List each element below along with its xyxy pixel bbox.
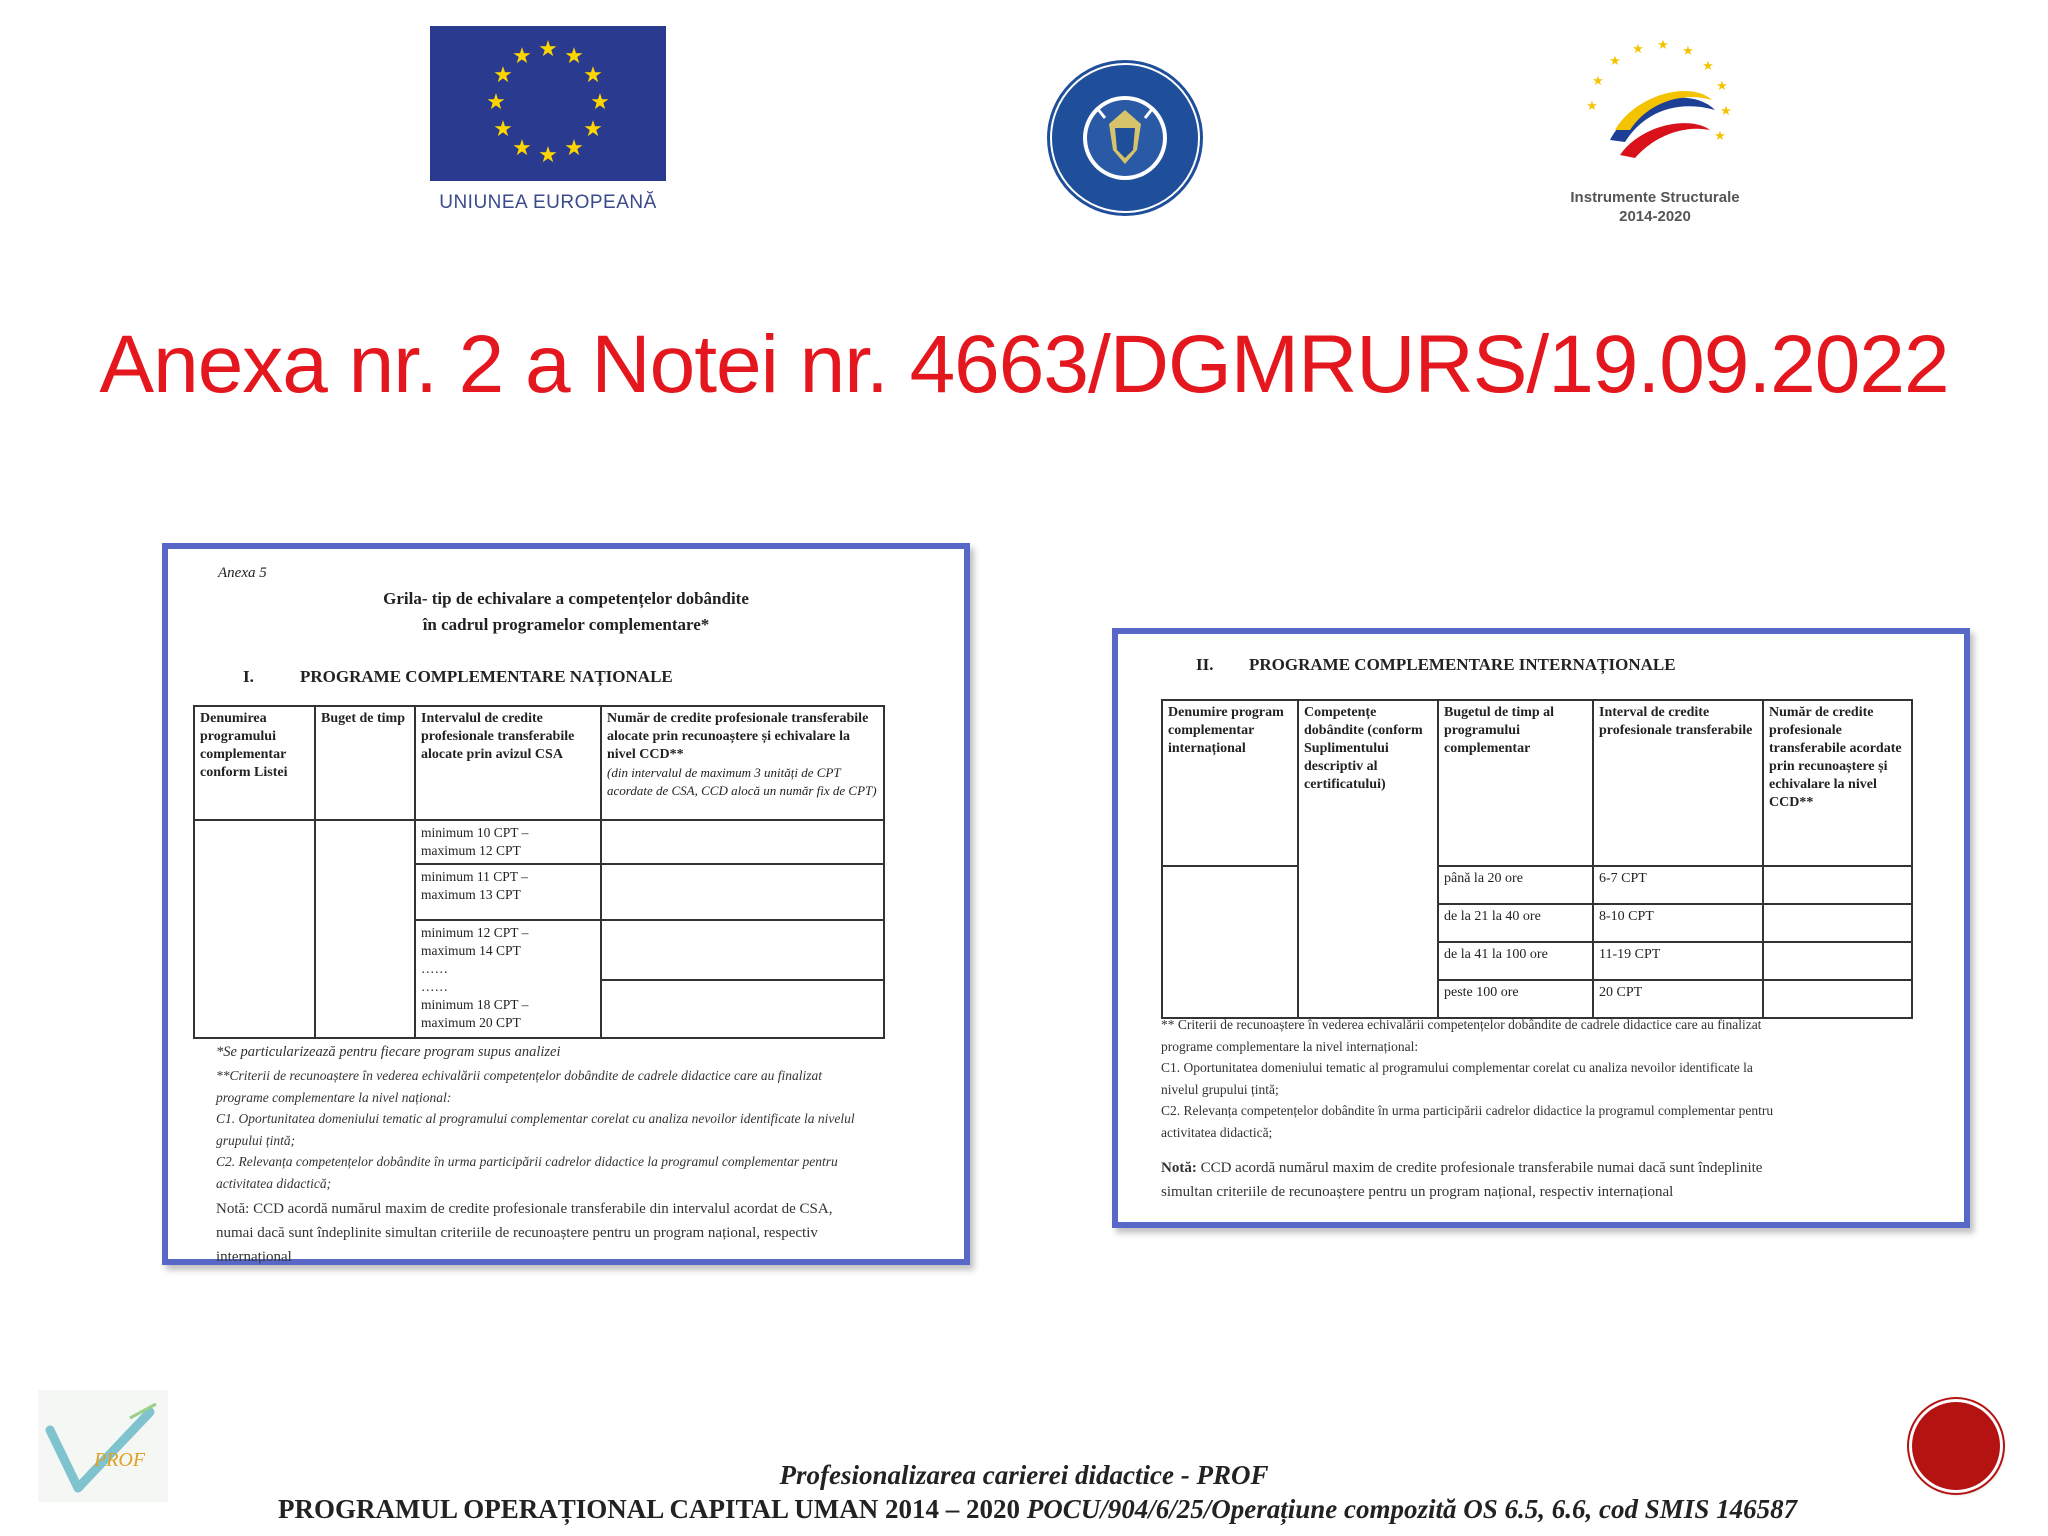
svg-text:★: ★ — [1609, 54, 1621, 69]
svg-text:★: ★ — [1716, 79, 1728, 94]
eu-logo — [430, 26, 666, 226]
footer-program-name: PROGRAMUL OPERAȚIONAL CAPITAL UMAN 2014 – 2020 — [278, 1494, 1021, 1524]
doc1-note-c2-b: activitatea didactică; — [216, 1175, 332, 1191]
svg-text:★: ★ — [1657, 38, 1669, 53]
doc1-credits-row2 — [601, 864, 884, 920]
inst-caption-line1: Instrumente Structurale — [1570, 189, 1740, 206]
page-title: Anexa nr. 2 a Notei nr. 4663/DGMRURS/19.09.2022 — [99, 319, 1949, 410]
doc1-col-program: Denumirea programului complementar conform Listei — [194, 706, 315, 820]
svg-text:★: ★ — [1682, 44, 1694, 59]
doc1-credits-row4 — [601, 980, 884, 1038]
doc2-col-program: Denumire program complementar internațional — [1162, 700, 1298, 866]
svg-text:★: ★ — [512, 44, 532, 69]
svg-text:★: ★ — [583, 63, 603, 88]
government-seal-logo — [1045, 58, 1205, 218]
slide-nav-button[interactable] — [1912, 1402, 2000, 1490]
svg-text:★: ★ — [583, 117, 603, 142]
eu-stars-icon — [430, 26, 666, 181]
doc1-nota — [216, 1197, 946, 1269]
doc1-dots2: …… — [421, 979, 448, 994]
svg-text:★: ★ — [512, 136, 532, 161]
doc1-col-interval: Intervalul de credite profesionale transferabile alocate prin avizul CSA — [415, 706, 601, 820]
svg-text:★: ★ — [493, 117, 513, 142]
doc2-col-credits: Număr de credite profesionale transferabile acordate prin recunoaștere și echivalare la nivel CCD** — [1763, 700, 1912, 866]
doc2-row2-time: de la 21 la 40 ore — [1438, 904, 1593, 942]
svg-text:★: ★ — [590, 90, 610, 115]
doc2-row3-cpt: 11-19 CPT — [1593, 942, 1763, 980]
doc2-col-interval: Interval de credite profesionale transferabile — [1593, 700, 1763, 866]
eu-caption: UNIUNEA EUROPEANĂ — [439, 192, 657, 213]
doc1-note-criteria-a: **Criterii de recunoaștere în vederea echivalării competențelor dobândite de cadrele didactice care au finalizat — [216, 1068, 822, 1083]
doc2-program-cell — [1162, 866, 1298, 1018]
doc2-table — [1161, 699, 1913, 1019]
doc1-note-criteria — [216, 1065, 946, 1194]
doc2-note-criteria-a: ** Criterii de recunoaștere în vederea echivalării competențelor dobândite de cadrele didactice care au finalizat — [1161, 1017, 1762, 1032]
svg-text:★: ★ — [493, 63, 513, 88]
doc2-section-title: PROGRAME COMPLEMENTARE INTERNAȚIONALE — [1249, 655, 1676, 674]
doc2-row4-credits — [1763, 980, 1912, 1018]
doc2-col-competences: Competențe dobândite (conform Suplimentului descriptiv al certificatului) — [1298, 700, 1438, 1018]
doc1-interval-row3 — [415, 920, 601, 1038]
structural-instruments-logo — [1540, 30, 1770, 230]
svg-text:★: ★ — [486, 90, 506, 115]
doc1-r2-min: minimum 11 CPT – — [421, 869, 528, 884]
doc1-nota-c: internațional — [216, 1249, 292, 1265]
footer-program-code: POCU/904/6/25/Operațiune compozită OS 6.5, 6.6, cod SMIS 146587 — [1020, 1494, 1798, 1524]
doc1-r3-min: minimum 12 CPT – — [421, 925, 529, 940]
doc1-section-number: I. — [243, 667, 254, 686]
doc1-col-credits-title: Număr de credite profesionale transferabile alocate prin recunoaștere și echivalare la nivel CCD** — [607, 711, 869, 762]
doc2-row2-cpt: 8-10 CPT — [1593, 904, 1763, 942]
doc1-col-credits — [601, 706, 884, 820]
svg-text:★: ★ — [1714, 129, 1726, 144]
doc2-row2-credits — [1763, 904, 1912, 942]
doc2-nota — [1161, 1156, 1941, 1204]
doc2-note-c2-a: C2. Relevanța competențelor dobândite în urma participării cadrelor didactice la programul complementar pentru — [1161, 1103, 1774, 1118]
doc2-row3-time: de la 41 la 100 ore — [1438, 942, 1593, 980]
svg-text:★: ★ — [538, 37, 558, 62]
doc1-note-criteria-b: programe complementare la nivel național: — [216, 1089, 452, 1105]
doc1-r1-min: minimum 10 CPT – — [421, 825, 529, 840]
doc1-note-c1-a: C1. Oportunitatea domeniului tematic al programului complementar corelat cu analiza nevoilor identificate la nivelul — [216, 1111, 855, 1126]
doc1-nota-b: numai dacă sunt îndeplinite simultan criteriile de recunoaștere pentru un program național, respectiv — [216, 1225, 818, 1241]
doc1-credits-row3 — [601, 920, 884, 980]
doc2-nota-b: simultan criteriile de recunoaștere pentru un program național, respectiv internațional — [1161, 1184, 1674, 1200]
annex-label: Anexa 5 — [218, 565, 267, 581]
doc1-dots1: …… — [421, 961, 448, 976]
doc1-r4-min: minimum 18 CPT – — [421, 997, 529, 1012]
doc2-nota-label: Notă: — [1161, 1160, 1197, 1176]
document-international-programs — [1112, 628, 1970, 1228]
doc1-interval-row2 — [415, 864, 601, 920]
doc1-r1-max: maximum 12 CPT — [421, 843, 521, 858]
doc2-row4-cpt: 20 CPT — [1593, 980, 1763, 1018]
doc1-interval-row1 — [415, 820, 601, 864]
doc1-note-particularize: *Se particularizează pentru fiecare program supus analizei — [216, 1044, 561, 1060]
doc2-note-c1-a: C1. Oportunitatea domeniului tematic al programului complementar corelat cu analiza nevoilor identificate la — [1161, 1060, 1753, 1075]
doc2-row1-credits — [1763, 866, 1912, 904]
svg-text:★: ★ — [1720, 104, 1732, 119]
inst-caption-line2: 2014-2020 — [1619, 208, 1691, 225]
doc1-r2-max: maximum 13 CPT — [421, 887, 521, 902]
doc1-budget-cell — [315, 820, 415, 1038]
doc2-row1-time: până la 20 ore — [1438, 866, 1593, 904]
doc2-row3-credits — [1763, 942, 1912, 980]
inst-caption — [1540, 188, 1770, 226]
doc2-section-number: II. — [1196, 655, 1214, 674]
doc2-notes — [1161, 1014, 1941, 1143]
eu-flag — [430, 26, 666, 181]
footer-program-line — [278, 1494, 2048, 1525]
prof-logo-text: PROF — [94, 1449, 146, 1471]
doc1-r4-max: maximum 20 CPT — [421, 1015, 521, 1030]
doc1-heading-line2: în cadrul programelor complementare* — [422, 615, 710, 634]
doc2-col-time-budget: Bugetul de timp al programului complementar — [1438, 700, 1593, 866]
document-annex-5 — [162, 543, 970, 1265]
doc1-col-credits-note: (din intervalul de maximum 3 unități de CPT acordate de CSA, CCD alocă un număr fix de CPT) — [607, 765, 877, 798]
svg-text:★: ★ — [564, 136, 584, 161]
doc2-row4-time: peste 100 ore — [1438, 980, 1593, 1018]
svg-text:★: ★ — [1592, 74, 1604, 89]
svg-text:★: ★ — [538, 143, 558, 168]
doc1-section-title: PROGRAME COMPLEMENTARE NAȚIONALE — [300, 667, 673, 686]
doc1-table — [193, 705, 885, 1039]
doc2-nota-a — [1161, 1156, 1941, 1180]
doc2-nota-text-a: CCD acordă numărul maxim de credite profesionale transferabile numai dacă sunt îndeplinite — [1196, 1160, 1763, 1176]
footer-project-name: Profesionalizarea carierei didactice - PROF — [779, 1460, 1269, 1490]
svg-text:★: ★ — [1702, 59, 1714, 74]
doc1-credits-row1 — [601, 820, 884, 864]
doc1-col-budget: Buget de timp — [315, 706, 415, 820]
doc2-note-c2-b: activitatea didactică; — [1161, 1124, 1273, 1140]
doc2-note-criteria-b: programe complementare la nivel internațional: — [1161, 1038, 1419, 1054]
doc1-heading-line1: Grila- tip de echivalare a competențelor dobândite — [383, 589, 749, 608]
svg-text:★: ★ — [564, 44, 584, 69]
doc1-program-cell — [194, 820, 315, 1038]
doc2-row1-cpt: 6-7 CPT — [1593, 866, 1763, 904]
doc1-note-c1-b: grupului țintă; — [216, 1132, 296, 1148]
svg-text:★: ★ — [1586, 99, 1598, 114]
doc1-nota-a: Notă: CCD acordă numărul maxim de credite profesionale transferabile din intervalul acordat de CSA, — [216, 1201, 833, 1217]
doc1-note-c2-a: C2. Relevanța competențelor dobândite în urma participării cadrelor didactice la programul complementar pentru — [216, 1154, 838, 1169]
svg-text:★: ★ — [1632, 42, 1644, 57]
doc2-note-c1-b: nivelul grupului țintă; — [1161, 1081, 1279, 1097]
doc1-r3-max: maximum 14 CPT — [421, 943, 521, 958]
